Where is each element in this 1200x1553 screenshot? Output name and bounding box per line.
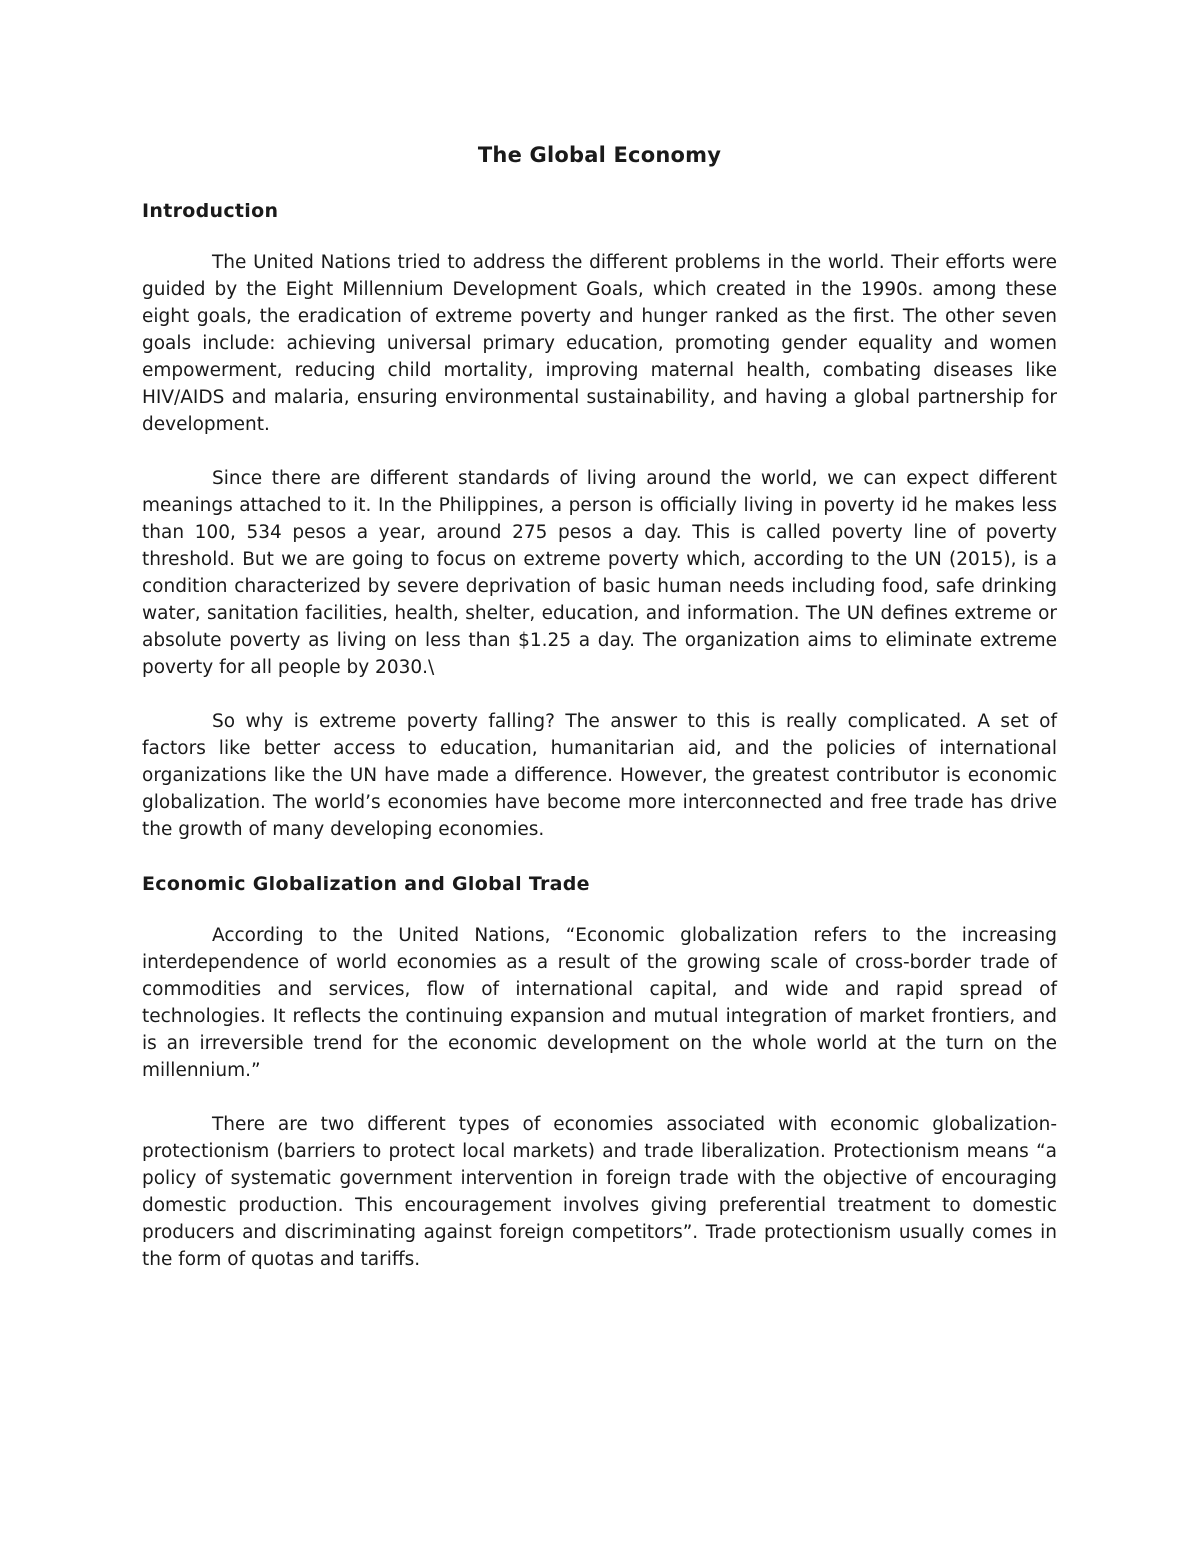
paragraph: The United Nations tried to address the different problems in the world. Their efforts were guided by the Eight Millennium Development Goals, which created in the 1990s. among these eight goals, the eradication of extreme poverty and hunger ranked as the first. The other seven goals include: achieving universal primary education, promoting gender equality and women empowerment, reducing child mortality, improving maternal health, combating diseases like HIV/AIDS and malaria, ensuring environmental sustainability, and having a global partnership for development. [142, 252, 1057, 435]
paragraph: So why is extreme poverty falling? The answer to this is really complicated. A set of factors like better access to education, humanitarian aid, and the policies of international organizations like the UN have made a difference. However, the greatest contributor is economic globalization. The world’s economies have become more interconnected and free trade has drive the growth of many developing economies. [142, 711, 1057, 840]
paragraph: According to the United Nations, “Economic globalization refers to the increasing interdependence of world economies as a result of the growing scale of cross-border trade of commodities and services, flow of international capital, and wide and rapid spread of technologies. It reflects the continuing expansion and mutual integration of market frontiers, and is an irreversible trend for the economic development on the whole world at the turn on the millennium.” [142, 925, 1057, 1081]
paragraph: Since there are different standards of living around the world, we can expect different meanings attached to it. In the Philippines, a person is officially living in poverty id he makes less than 100, 534 pesos a year, around 275 pesos a day. This is called poverty line of poverty threshold. But we are going to focus on extreme poverty which, according to the UN (2015), is a condition characterized by severe deprivation of basic human needs including food, safe drinking water, sanitation facilities, health, shelter, education, and information. The UN defines extreme or absolute poverty as living on less than $1.25 a day. The organization aims to eliminate extreme poverty for all people by 2030.\ [142, 468, 1057, 678]
section-heading: Introduction [142, 200, 279, 222]
document-title: The Global Economy [477, 143, 722, 167]
document-page [142, 140, 1057, 1300]
section-introduction [142, 197, 1057, 843]
section-heading: Economic Globalization and Global Trade [142, 873, 590, 895]
section-economic-globalization [142, 870, 1057, 1273]
paragraph: There are two different types of economies associated with economic globalization-protectionism (barriers to protect local markets) and trade liberalization. Protectionism means “a policy of systematic government intervention in foreign trade with the objective of encouraging domestic production. This encouragement involves giving preferential treatment to domestic producers and discriminating against foreign competitors”. Trade protectionism usually comes in the form of quotas and tariffs. [142, 1114, 1057, 1270]
